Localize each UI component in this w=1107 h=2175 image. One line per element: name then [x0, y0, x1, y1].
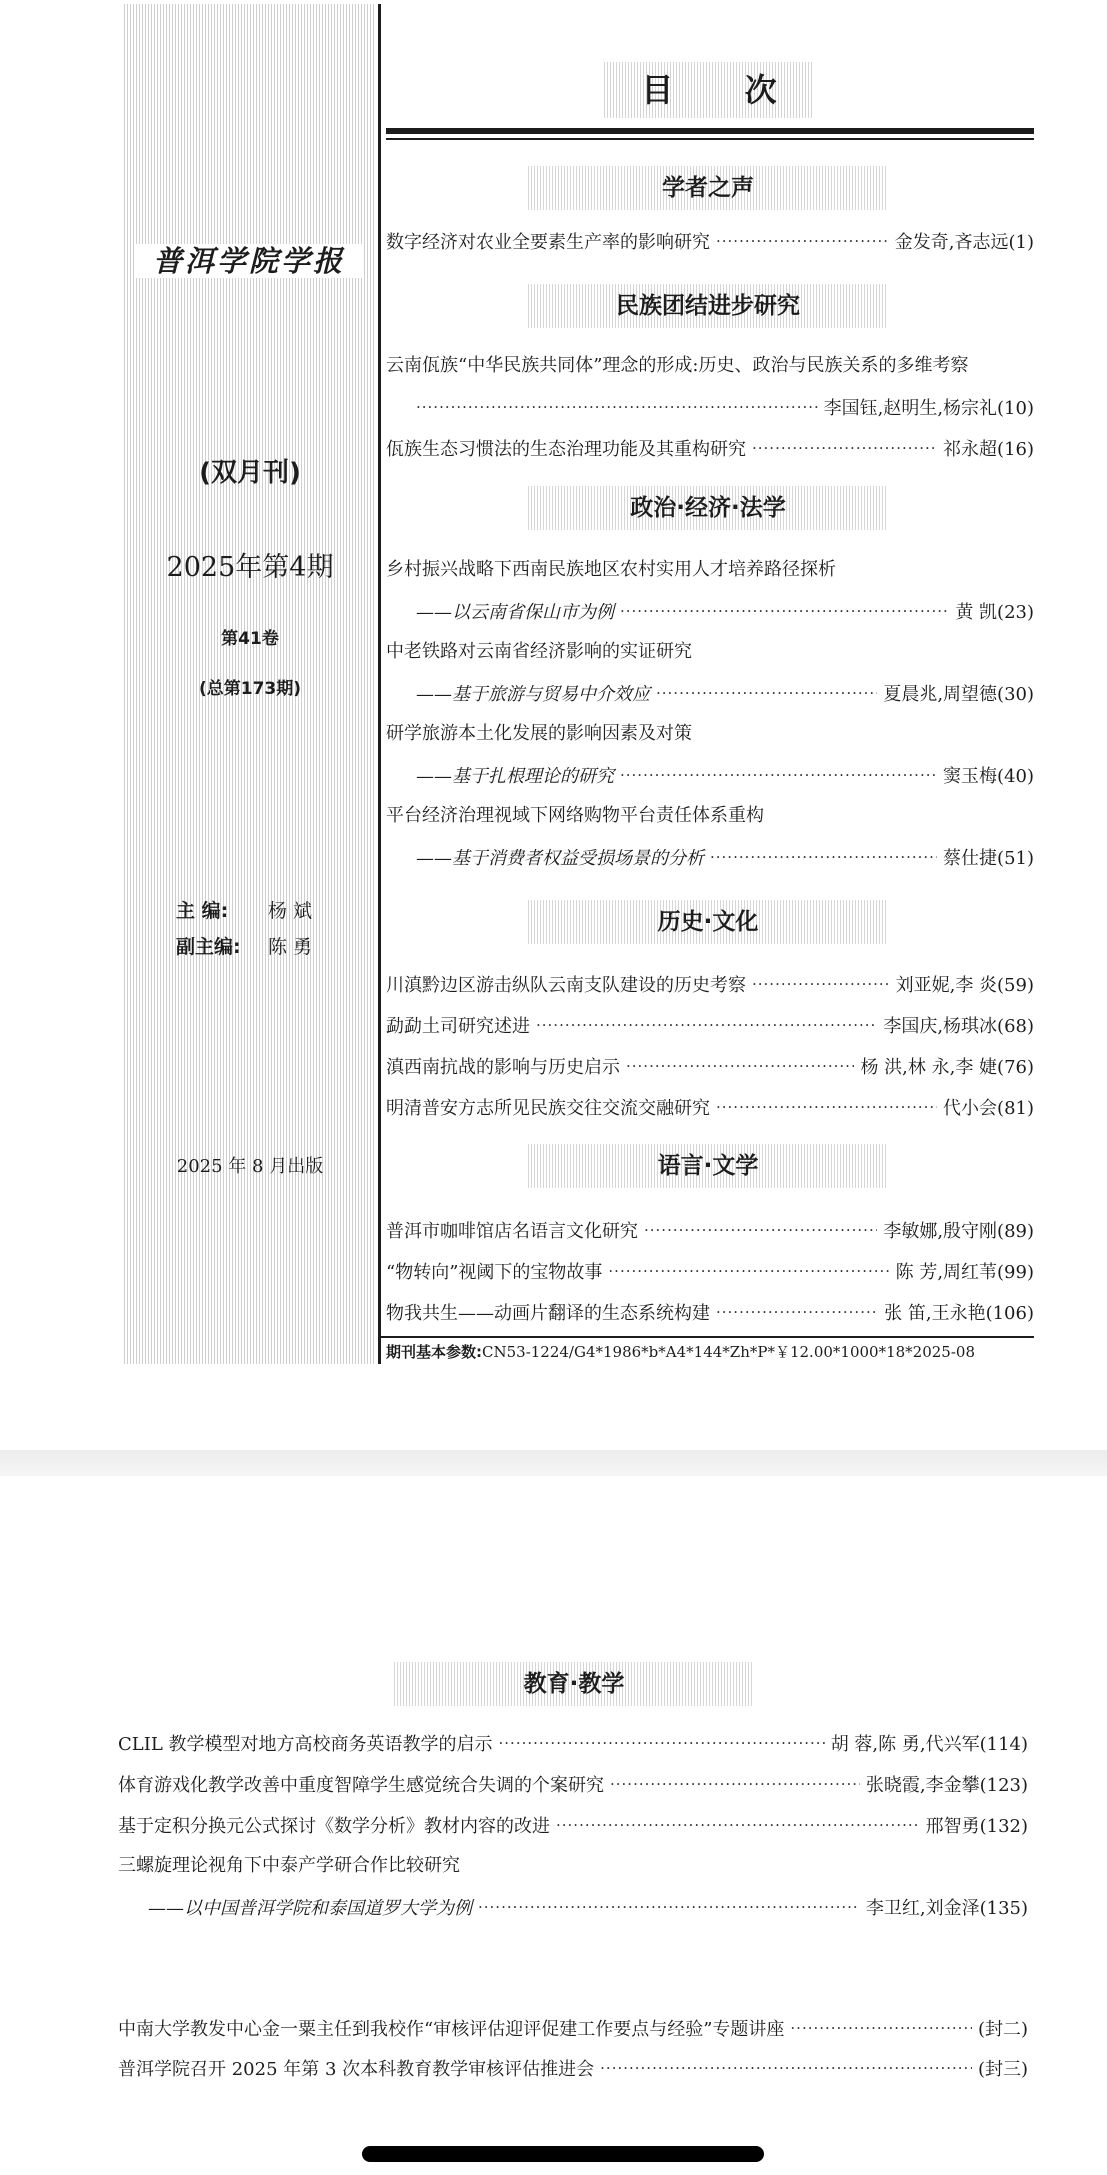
- entry-authors: 黄 凯(23): [955, 602, 1034, 623]
- entry-subtitle: ——基于消费者权益受损场景的分析: [416, 848, 704, 869]
- title-rule-thick: [386, 128, 1034, 134]
- entry-title: 普洱市咖啡馆店名语言文化研究: [386, 1221, 638, 1242]
- entry-authors: 邢智勇(132): [925, 1816, 1028, 1837]
- title-rule-thin: [386, 138, 1034, 140]
- toc-entry[interactable]: [416, 679, 1034, 707]
- entry-authors: 金发奇,吝志远(1): [894, 232, 1034, 253]
- notice-title: 普洱学院召开 2025 年第 3 次本科教育教学审核评估推进会: [118, 2059, 595, 2080]
- notice-page: (封二): [977, 2019, 1028, 2040]
- entry-authors: 祁永超(16): [943, 439, 1034, 460]
- leader-dots: [600, 2059, 972, 2077]
- toc-entry[interactable]: [118, 1811, 1028, 1839]
- publication-date: 2025 年 8 月出版: [176, 1156, 324, 1177]
- leader-dots: [790, 2019, 972, 2037]
- chief-editor: [176, 896, 312, 923]
- entry-subtitle: ——基于旅游与贸易中介效应: [416, 684, 650, 705]
- bottom-rule: [380, 1336, 1034, 1338]
- entry-authors: 李敏娜,殷守刚(89): [883, 1221, 1034, 1242]
- notice-entry[interactable]: [118, 2054, 1028, 2082]
- entry-title[interactable]: 中老铁路对云南省经济影响的实证研究: [386, 641, 692, 662]
- entry-title: CLIL 教学模型对地方高校商务英语教学的启示: [118, 1734, 493, 1755]
- entry-authors: 代小会(81): [943, 1098, 1034, 1119]
- toc-entry[interactable]: [386, 1052, 1034, 1080]
- notice-title: 中南大学教发中心金一粟主任到我校作“审核评估迎评促建工作要点与经验”专题讲座: [118, 2019, 785, 2040]
- toc-entry[interactable]: [386, 1011, 1034, 1039]
- entry-subtitle: ——基于扎根理论的研究: [416, 766, 614, 787]
- leader-dots: [620, 602, 949, 620]
- total-issue-label: (总第173期): [198, 679, 302, 699]
- toc-title: 目 次: [604, 62, 814, 118]
- toc-entry[interactable]: [386, 227, 1034, 255]
- toc-page-2: [0, 1476, 1107, 2175]
- entry-subtitle: ——以中国普洱学院和泰国道罗大学为例: [148, 1898, 472, 1919]
- leader-dots: [710, 848, 937, 866]
- toc-entry[interactable]: [386, 1298, 1034, 1326]
- notice-page: (封三): [977, 2059, 1028, 2080]
- entry-title[interactable]: 乡村振兴战略下西南民族地区农村实用人才培养路径探析: [386, 559, 836, 580]
- toc-entry[interactable]: [386, 970, 1034, 998]
- toc-entry[interactable]: [416, 393, 1034, 421]
- entry-authors: 李国钰,赵明生,杨宗礼(10): [823, 398, 1034, 419]
- entry-authors: 张 笛,王永艳(106): [884, 1303, 1034, 1324]
- leader-dots: [499, 1734, 825, 1752]
- leader-dots: [556, 1816, 920, 1834]
- section-heading: 学者之声: [528, 166, 888, 210]
- toc-entry[interactable]: [386, 1093, 1034, 1121]
- deputy-editor: [176, 932, 312, 959]
- entry-authors: 胡 蓉,陈 勇,代兴军(114): [830, 1734, 1028, 1755]
- section-heading: 教育·教学: [394, 1662, 754, 1706]
- entry-title[interactable]: 云南佤族“中华民族共同体”理念的形成:历史、政治与民族关系的多维考察: [386, 355, 969, 376]
- entry-authors: 刘亚妮,李 炎(59): [895, 975, 1034, 996]
- parameters-label: 期刊基本参数:: [386, 1343, 482, 1361]
- entry-authors: 李国庆,杨琪冰(68): [883, 1016, 1034, 1037]
- leader-dots: [644, 1221, 877, 1239]
- leader-dots: [610, 1775, 860, 1793]
- leader-dots: [536, 1016, 877, 1034]
- toc-entry[interactable]: [386, 1216, 1034, 1244]
- entry-authors: 蔡仕捷(51): [943, 848, 1034, 869]
- section-heading: 历史·文化: [528, 900, 888, 944]
- entry-authors: 夏晨兆,周望德(30): [883, 684, 1034, 705]
- parameters-value: CN53-1224/G4*1986*b*A4*144*Zh*P*￥12.00*1000*18*2025-08: [482, 1343, 976, 1361]
- page-divider: [0, 1450, 1107, 1476]
- entry-title: 滇西南抗战的影响与历史启示: [386, 1057, 620, 1078]
- issue-label: 2025年第4期: [166, 552, 334, 583]
- entry-title[interactable]: 平台经济治理视域下网络购物平台责任体系重构: [386, 805, 764, 826]
- toc-entry[interactable]: [148, 1893, 1028, 1921]
- entry-title[interactable]: 研学旅游本土化发展的影响因素及对策: [386, 723, 692, 744]
- entry-title[interactable]: 三螺旋理论视角下中泰产学研合作比较研究: [118, 1855, 460, 1876]
- toc-entry[interactable]: [386, 434, 1034, 462]
- section-heading: 政治·经济·法学: [528, 486, 888, 530]
- toc-entry[interactable]: [386, 1257, 1034, 1285]
- entry-authors: 张晓霞,李金攀(123): [865, 1775, 1028, 1796]
- entry-title: 佤族生态习惯法的生态治理功能及其重构研究: [386, 439, 746, 460]
- leader-dots: [416, 398, 818, 416]
- entry-authors: 杨 洪,林 永,李 婕(76): [860, 1057, 1034, 1078]
- chief-editor-label: 主 编:: [176, 900, 229, 922]
- entry-title: 物我共生——动画片翻译的生态系统构建: [386, 1303, 710, 1324]
- frequency-label: (双月刊): [199, 458, 301, 488]
- toc-entry[interactable]: [118, 1770, 1028, 1798]
- entry-title: 基于定积分换元公式探讨《数学分析》教材内容的改进: [118, 1816, 550, 1837]
- section-heading: 语言·文学: [528, 1144, 888, 1188]
- chief-editor-name: 杨 斌: [268, 900, 313, 922]
- leader-dots: [608, 1262, 889, 1280]
- deputy-editor-label: 副主编:: [176, 936, 241, 958]
- leader-dots: [752, 439, 937, 457]
- deputy-editor-name: 陈 勇: [268, 936, 313, 958]
- leader-dots: [626, 1057, 854, 1075]
- leader-dots: [478, 1898, 860, 1916]
- entry-subtitle: ——以云南省保山市为例: [416, 602, 614, 623]
- entry-title: 川滇黔边区游击纵队云南支队建设的历史考察: [386, 975, 746, 996]
- leader-dots: [620, 766, 937, 784]
- entry-title: “物转向”视阈下的宝物故事: [386, 1262, 603, 1283]
- notice-entry[interactable]: [118, 2014, 1028, 2042]
- toc-entry[interactable]: [118, 1729, 1028, 1757]
- vertical-divider: [378, 4, 381, 1364]
- section-heading: 民族团结进步研究: [528, 284, 888, 328]
- leader-dots: [716, 1098, 937, 1116]
- home-indicator[interactable]: [362, 2146, 764, 2162]
- volume-label: 第41卷: [221, 629, 279, 649]
- entry-authors: 李卫红,刘金泽(135): [865, 1898, 1028, 1919]
- journal-logo: 普洱学院学报: [134, 244, 364, 278]
- leader-dots: [716, 232, 889, 250]
- leader-dots: [656, 684, 877, 702]
- leader-dots: [752, 975, 890, 993]
- entry-title: 数字经济对农业全要素生产率的影响研究: [386, 232, 710, 253]
- toc-entry[interactable]: [416, 761, 1034, 789]
- entry-title: 体育游戏化教学改善中重度智障学生感觉统合失调的个案研究: [118, 1775, 604, 1796]
- toc-entry[interactable]: [416, 597, 1034, 625]
- entry-authors: 窦玉梅(40): [943, 766, 1034, 787]
- journal-parameters: [386, 1341, 975, 1362]
- entry-title: 勐勐土司研究述进: [386, 1016, 530, 1037]
- entry-authors: 陈 芳,周红苇(99): [895, 1262, 1034, 1283]
- leader-dots: [716, 1303, 878, 1321]
- toc-entry[interactable]: [416, 843, 1034, 871]
- entry-title: 明清普安方志所见民族交往交流交融研究: [386, 1098, 710, 1119]
